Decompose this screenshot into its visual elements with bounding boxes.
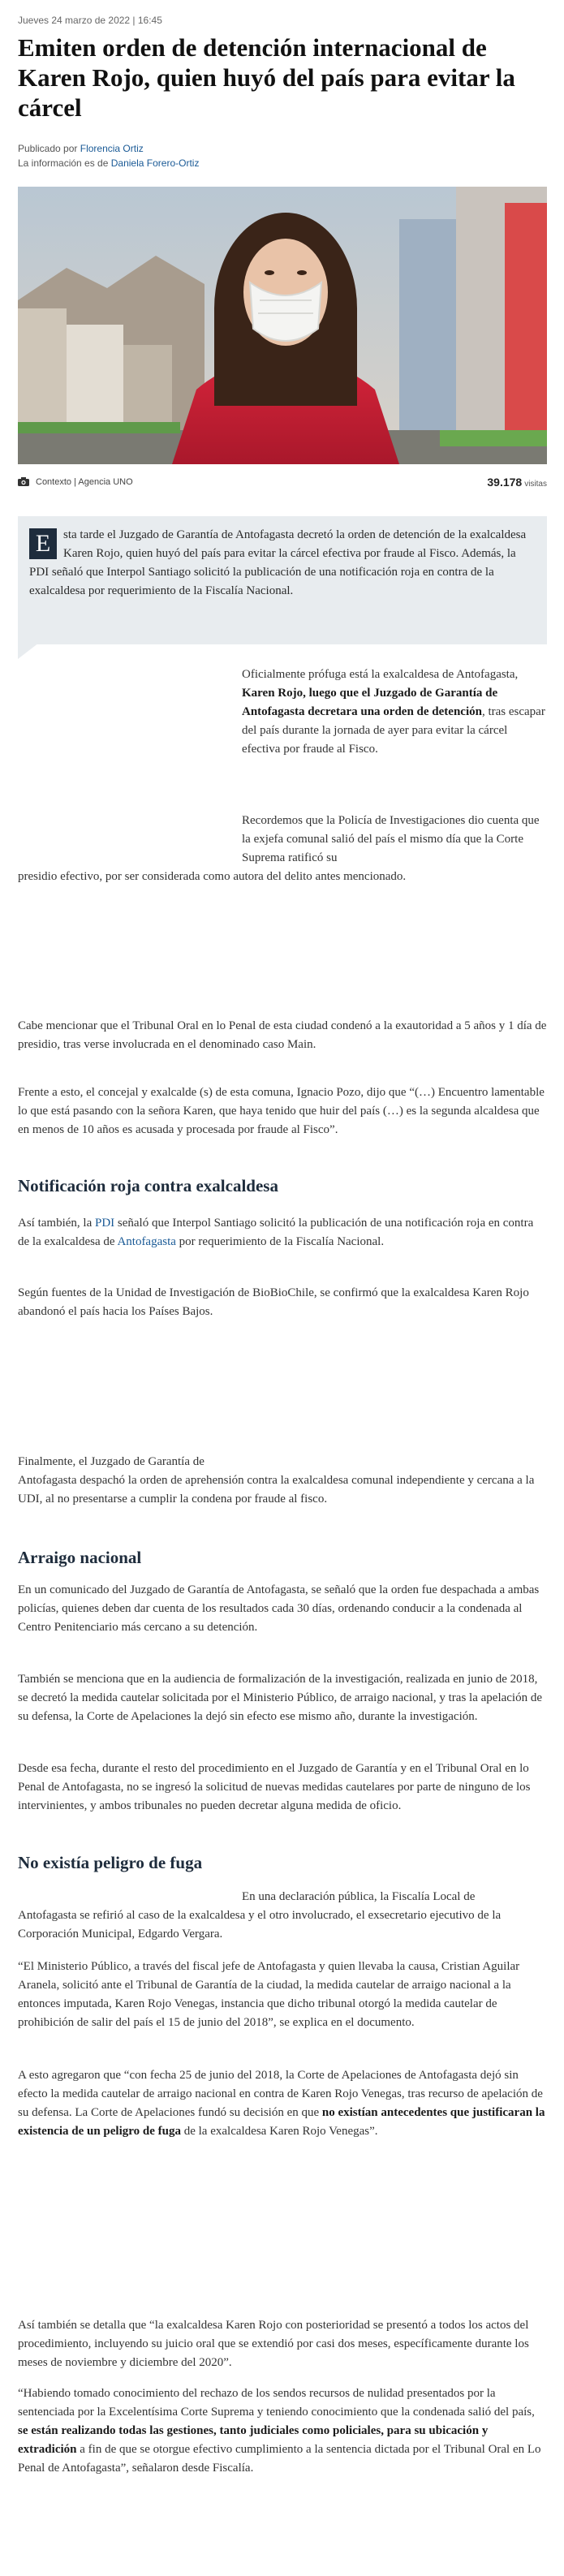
pdi-link[interactable]: PDI xyxy=(94,1217,115,1230)
p15-text-a: “Habiendo tomado conocimiento del rechazo de los sendos recursos de nulidad presentados por la sentenciada por la Excelentísima Corte Suprema y teniendo conocimiento que la condenada salió del país, xyxy=(18,2387,535,2419)
lead-summary-box xyxy=(18,516,547,644)
paragraph-5 xyxy=(18,1214,547,1251)
paragraph-2-end: presidio efectivo, por ser considerada como autora del delito antes mencionado. xyxy=(18,870,407,883)
p15-text-c: a fin de que se otorgue efectivo cumplimiento a la sentencia dictada por el Tribunal Oral en Lo Penal de Antofagasta”, señalaron desde Fiscalía. xyxy=(18,2443,541,2475)
camera-icon xyxy=(18,476,29,486)
drop-cap: E xyxy=(29,528,57,559)
byline-prefix: Publicado por xyxy=(18,143,78,154)
paragraph-3: Cabe mencionar que el Tribunal Oral en lo Penal de esta ciudad condenó a la exautoridad a 5 años y 1 día de presidio, tras verse involucrada en el denominado caso Main. xyxy=(18,1019,547,1051)
info-prefix: La información es de xyxy=(18,157,109,169)
author-link[interactable]: Florencia Ortiz xyxy=(80,143,144,154)
antofagasta-link[interactable]: Antofagasta xyxy=(117,1235,176,1248)
paragraph-7 xyxy=(18,1453,547,1509)
p13-text-a: A esto agregaron que “con fecha 25 de junio del 2018, la Corte de Apelaciones de Antofagasta dejó sin efecto la medida cautelar de arraigo nacional en contra de Karen Rojo Venegas, tras recurso de apelación de su defensa. La Corte de Apelaciones fundó su decisión en que xyxy=(18,2069,543,2119)
view-counter xyxy=(487,476,547,489)
paragraph-1 xyxy=(242,666,547,759)
paragraph-4: Frente a esto, el concejal y exalcalde (s) de esta comuna, Ignacio Pozo, dijo que “(…) Encuentro lamentable lo que está pasando con la señora Karen, que haya tenido que huir del país (…) es la segunda alcaldesa que en menos de 10 años es acusada y procesada por fraude al Fisco”. xyxy=(18,1086,545,1136)
byline xyxy=(18,141,199,170)
paragraph-10: Desde esa fecha, durante el resto del procedimiento en el Juzgado de Garantía y en el Tribunal Oral en lo Penal de Antofagasta, no se ingresó la solicitud de nuevas medidas cautelares por parte de ninguno de los intervinientes, y ambos tribunales no pueden decretar alguna medida de oficio. xyxy=(18,1762,531,1812)
paragraph-9: También se menciona que en la audiencia de formalización de la investigación, realizada en junio de 2018, se decretó la medida cautelar solicitada por el Ministerio Público, de arraigo nacional, y tras la apelación de su defensa, la Corte de Apelaciones la dejó sin efecto ese mismo año, durante la investigación. xyxy=(18,1673,542,1723)
lead-text: sta tarde el Juzgado de Garantía de Antofagasta decretó la orden de detención de la exalcaldesa Karen Rojo, quien huyó del país para evitar la cárcel efectiva por fraude al Fisco. Además, la PDI señaló que Interpol Santiago solicitó la publicación de una notificación roja en contra de la exalcaldesa por requerimiento de la Fiscalía Nacional. xyxy=(29,528,527,597)
hero-photo-illustration xyxy=(18,187,547,464)
p7-text-b: Antofagasta despachó la orden de aprehensión contra la exalcaldesa comunal independiente y cercana a la UDI, al no presentarse a cumplir la condena por fraude al fisco. xyxy=(18,1474,535,1506)
paragraph-11-start: En una declaración pública, la Fiscalía Local de xyxy=(242,1890,476,1903)
paragraph-14: Así también se detalla que “la exalcaldesa Karen Rojo con posterioridad se presentó a todos los actos del procedimiento, incluyendo su juicio oral que se extendió por casi dos meses, específicamente durante los meses de noviembre y diciembre del 2020”. xyxy=(18,2319,529,2369)
publish-date: Jueves 24 marzo de 2022 | 16:45 xyxy=(18,15,162,26)
photo-credit: Contexto | Agencia UNO xyxy=(36,477,133,487)
p7-text-a: Finalmente, el Juzgado de Garantía de xyxy=(18,1455,205,1468)
subheading-notificacion: Notificación roja contra exalcaldesa xyxy=(18,1176,278,1195)
p1-bold: Karen Rojo, luego que el Juzgado de Garantía de Antofagasta decretara una orden de detención xyxy=(242,687,498,718)
p1-text-a: Oficialmente prófuga está la exalcaldesa de Antofagasta, xyxy=(242,668,519,681)
paragraph-6: Según fuentes de la Unidad de Investigación de BioBioChile, se confirmó que la exalcaldesa Karen Rojo abandonó el país hacia los Países Bajos. xyxy=(18,1286,529,1318)
p1-text-c: , tras escapar del país durante la jornada de ayer para evitar la cárcel efectiva por fraude al Fisco. xyxy=(242,705,545,756)
subheading-fuga: No existía peligro de fuga xyxy=(18,1853,203,1872)
p13-bold: no existían antecedentes que justificaran la existencia de un peligro de fuga xyxy=(18,2106,545,2138)
p5-text-b: señaló que Interpol Santiago solicitó la publicación de una notificación roja en contra de la exalcaldesa de xyxy=(18,1217,534,1248)
views-count: 39.178 xyxy=(487,476,523,489)
paragraph-15 xyxy=(18,2384,547,2478)
views-label: visitas xyxy=(524,480,547,489)
paragraph-13 xyxy=(18,2066,547,2141)
hero-image xyxy=(18,187,547,464)
source-author-link[interactable]: Daniela Forero-Ortiz xyxy=(110,157,200,169)
photo-caption-bar xyxy=(18,476,547,492)
lead-paragraph xyxy=(29,526,532,601)
p5-text-a: Así también, la xyxy=(18,1217,95,1230)
subheading-arraigo: Arraigo nacional xyxy=(18,1548,142,1567)
p5-text-c: por requerimiento de la Fiscalía Nacional. xyxy=(175,1235,385,1248)
article-title: Emiten orden de detención internacional de Karen Rojo, quien huyó del país para evitar la cárcel xyxy=(18,33,515,122)
paragraph-2-start: Recordemos que la Policía de Investigaciones dio cuenta que la exjefa comunal salió del país el mismo día que la Corte Suprema ratificó su xyxy=(242,814,540,864)
p13-text-c: de la exalcaldesa Karen Rojo Venegas”. xyxy=(180,2125,378,2138)
paragraph-11-end: Antofagasta se refirió al caso de la exalcaldesa y el otro involucrado, el exsecretario ejecutivo de la Corporación Municipal, Edgardo Vergara. xyxy=(18,1909,502,1941)
p15-bold: se están realizando todas las gestiones, tanto judiciales como policiales, para su ubicación y extradición xyxy=(18,2424,489,2456)
lead-box-tail xyxy=(18,643,39,659)
paragraph-8: En un comunicado del Juzgado de Garantía de Antofagasta, se señaló que la orden fue despachada a ambas policías, quienes deben dar cuenta de los resultados cada 30 días, ordenando conducir a la condenada al Centro Penitenciario más cercano a su detención. xyxy=(18,1583,540,1634)
paragraph-12: “El Ministerio Público, a través del fiscal jefe de Antofagasta y quien llevaba la causa, Cristian Aguilar Aranela, solicitó ante el Tribunal de Garantía de la ciudad, la medida cautelar de arraigo nacional a la entonces imputada, Karen Rojo Venegas, instancia que dicho tribunal otorgó la medida cautelar de prohibición de salir del país el 15 de junio del 2018”, se explica en el documento. xyxy=(18,1960,520,2029)
